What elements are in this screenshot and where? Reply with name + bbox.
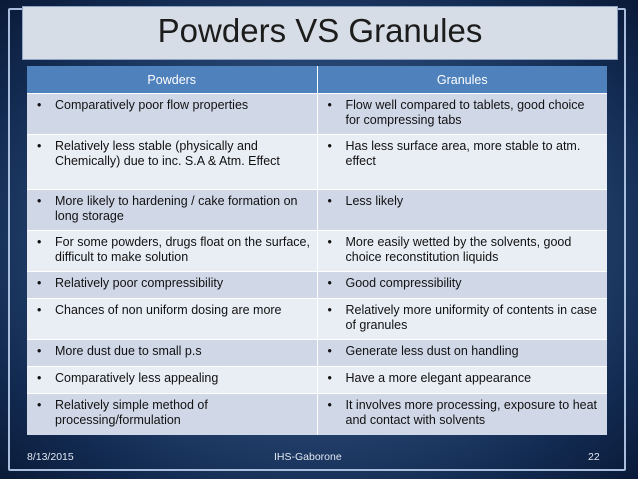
granules-cell bbox=[317, 190, 607, 231]
table-row bbox=[27, 394, 607, 435]
cell-text: Flow well compared to tablets, good choice for compressing tabs bbox=[345, 98, 585, 127]
title-box bbox=[22, 6, 618, 60]
granules-cell bbox=[317, 367, 607, 394]
bullet-marker: • bbox=[37, 276, 42, 290]
powders-cell bbox=[27, 190, 317, 231]
table-row bbox=[27, 190, 607, 231]
table-row bbox=[27, 231, 607, 272]
cell-text: Relatively simple method of processing/formulation bbox=[55, 398, 208, 427]
page-number: 22 bbox=[588, 451, 600, 463]
cell-text: Chances of non uniform dosing are more bbox=[55, 303, 282, 317]
bullet-marker: • bbox=[327, 371, 332, 385]
bullet-marker: • bbox=[37, 344, 42, 358]
granules-cell bbox=[317, 231, 607, 272]
granules-cell bbox=[317, 299, 607, 340]
cell-text: Relatively more uniformity of contents in case of granules bbox=[345, 303, 597, 332]
cell-text: Comparatively less appealing bbox=[55, 371, 219, 385]
cell-text: More dust due to small p.s bbox=[55, 344, 202, 358]
bullet-marker: • bbox=[37, 194, 42, 208]
powders-cell bbox=[27, 94, 317, 135]
cell-text: It involves more processing, exposure to heat and contact with solvents bbox=[345, 398, 598, 427]
bullet-marker: • bbox=[37, 235, 42, 249]
cell-text: Less likely bbox=[345, 194, 404, 208]
bullet-marker: • bbox=[327, 194, 332, 208]
cell-text: Have a more elegant appearance bbox=[345, 371, 532, 385]
cell-text: Generate less dust on handling bbox=[345, 344, 519, 358]
cell-text: Has less surface area, more stable to atm. effect bbox=[345, 139, 581, 168]
granules-cell bbox=[317, 394, 607, 435]
table-row bbox=[27, 299, 607, 340]
table-row bbox=[27, 135, 607, 190]
cell-text: Relatively poor compressibility bbox=[55, 276, 224, 290]
bullet-marker: • bbox=[327, 344, 332, 358]
granules-cell bbox=[317, 94, 607, 135]
powders-cell bbox=[27, 272, 317, 299]
bullet-marker: • bbox=[327, 139, 332, 153]
powders-cell bbox=[27, 231, 317, 272]
granules-cell bbox=[317, 340, 607, 367]
column-header-powders: Powders bbox=[27, 66, 317, 94]
table-body bbox=[27, 94, 607, 435]
bullet-marker: • bbox=[327, 276, 332, 290]
cell-text: More easily wetted by the solvents, good choice reconstitution liquids bbox=[345, 235, 572, 264]
bullet-marker: • bbox=[327, 98, 332, 112]
cell-text: More likely to hardening / cake formation on long storage bbox=[55, 194, 298, 223]
bullet-marker: • bbox=[327, 303, 332, 317]
bullet-marker: • bbox=[37, 98, 42, 112]
powders-cell bbox=[27, 394, 317, 435]
table-row bbox=[27, 94, 607, 135]
cell-text: Good compressibility bbox=[345, 276, 462, 290]
column-header-granules: Granules bbox=[317, 66, 607, 94]
cell-text: Relatively less stable (physically and Chemically) due to inc. S.A & Atm. Effect bbox=[55, 139, 280, 168]
cell-text: For some powders, drugs float on the surface, difficult to make solution bbox=[55, 235, 310, 264]
powders-cell bbox=[27, 135, 317, 190]
footer-date: 8/13/2015 bbox=[27, 451, 74, 463]
bullet-marker: • bbox=[327, 235, 332, 249]
powders-cell bbox=[27, 340, 317, 367]
table-header-row bbox=[27, 66, 607, 94]
powders-cell bbox=[27, 367, 317, 394]
table-row bbox=[27, 340, 607, 367]
bullet-marker: • bbox=[37, 303, 42, 317]
comparison-table bbox=[27, 66, 607, 435]
granules-cell bbox=[317, 272, 607, 299]
cell-text: Comparatively poor flow properties bbox=[55, 98, 249, 112]
footer-center-text: IHS-Gaborone bbox=[274, 451, 342, 463]
bullet-marker: • bbox=[37, 398, 42, 412]
table-row bbox=[27, 367, 607, 394]
granules-cell bbox=[317, 135, 607, 190]
powders-cell bbox=[27, 299, 317, 340]
bullet-marker: • bbox=[37, 371, 42, 385]
bullet-marker: • bbox=[327, 398, 332, 412]
slide-title: Powders VS Granules bbox=[157, 12, 483, 49]
table-row bbox=[27, 272, 607, 299]
bullet-marker: • bbox=[37, 139, 42, 153]
